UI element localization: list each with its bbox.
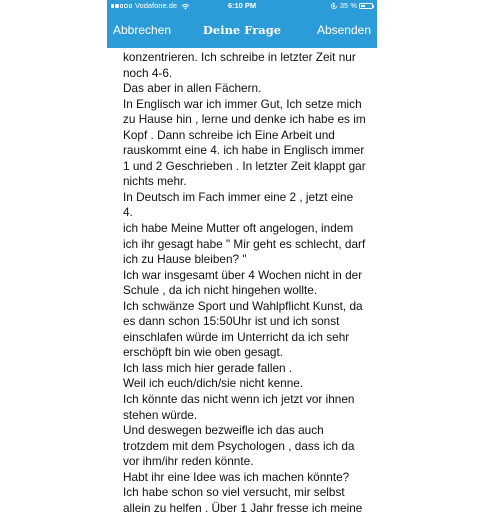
text-line: 1 und 2 Geschrieben . In letzter Zeit klappt gar bbox=[123, 158, 366, 173]
text-line: In Deutsch im Fach immer eine 2 , jetzt eine bbox=[123, 189, 354, 204]
status-bar bbox=[107, 0, 377, 12]
text-line: einschlafen würde im Unterricht da ich sehr bbox=[123, 329, 350, 344]
battery-percent: 35 % bbox=[339, 1, 357, 10]
text-line: Das aber in allen Fächern. bbox=[123, 81, 262, 96]
text-line: erschöpft bin wie oben gesagt. bbox=[123, 345, 284, 360]
text-line: rauskommt eine 4. ich habe in Englisch immer bbox=[123, 143, 365, 158]
text-line: Ich schwänze Sport und Wahlpflicht Kunst, da bbox=[123, 298, 363, 313]
text-line: allein zu helfen . Über 1 Jahr fresse ich meine bbox=[123, 500, 363, 515]
text-line: ich zu Hause bleiben? " bbox=[123, 252, 247, 267]
page-title: Deine Frage bbox=[202, 23, 282, 37]
text-line: Habt ihr eine Idee was ich machen könnte? bbox=[123, 469, 350, 484]
nav-bar bbox=[107, 12, 377, 48]
battery-fill bbox=[361, 5, 365, 7]
question-text-area[interactable] bbox=[123, 50, 373, 516]
text-line: Kopf . Dann schreibe ich Eine Arbeit und bbox=[123, 127, 335, 142]
text-line: nichts mehr. bbox=[123, 174, 187, 189]
text-line: konzentrieren. Ich schreibe in letzter Zeit nur bbox=[123, 50, 356, 64]
text-line: Und deswegen bezweifle ich das auch bbox=[123, 423, 324, 438]
text-line: Weil ich euch/dich/sie nicht kenne. bbox=[123, 376, 304, 391]
header bbox=[107, 0, 377, 48]
text-line: es dann schon 15:50Uhr ist und ich sonst bbox=[123, 314, 340, 329]
status-right bbox=[330, 0, 373, 12]
status-time: 6:10 PM bbox=[227, 1, 257, 10]
text-line: noch 4-6. bbox=[123, 65, 173, 80]
text-line: In Englisch war ich immer Gut, Ich setze mich bbox=[123, 96, 362, 111]
text-line: Ich lass mich hier gerade fallen . bbox=[123, 360, 293, 375]
text-line: ich habe Meine Mutter oft angelogen, indem bbox=[123, 221, 354, 236]
text-line: Ich könnte das nicht wenn ich jetzt vor ihnen bbox=[123, 392, 355, 407]
send-button[interactable]: Absenden bbox=[316, 23, 371, 37]
text-line: zu Hause hin , lerne und denke ich habe es im bbox=[123, 112, 366, 127]
text-line: 4. bbox=[123, 205, 133, 220]
orientation-lock-icon bbox=[330, 2, 338, 10]
text-line: Ich war insgesamt über 4 Wochen nicht in der bbox=[123, 267, 363, 282]
battery-icon bbox=[359, 3, 373, 9]
text-line: ich ihr gesagt habe " Mir geht es schlecht, darf bbox=[123, 236, 366, 251]
text-line: stehen würde. bbox=[123, 407, 198, 422]
text-line: vor ihm/ihr reden könnte. bbox=[123, 454, 254, 469]
cancel-button[interactable]: Abbrechen bbox=[113, 23, 172, 37]
text-line: Schule , da ich nicht hingehen wollte. bbox=[123, 283, 318, 298]
text-line: Ich habe schon so viel versucht, mir selbst bbox=[123, 485, 345, 500]
text-line: trotzdem mit dem Psychologen , dass ich da bbox=[123, 438, 355, 453]
app-screen bbox=[107, 0, 377, 515]
carrier-name: Vodafone.de bbox=[134, 1, 178, 10]
